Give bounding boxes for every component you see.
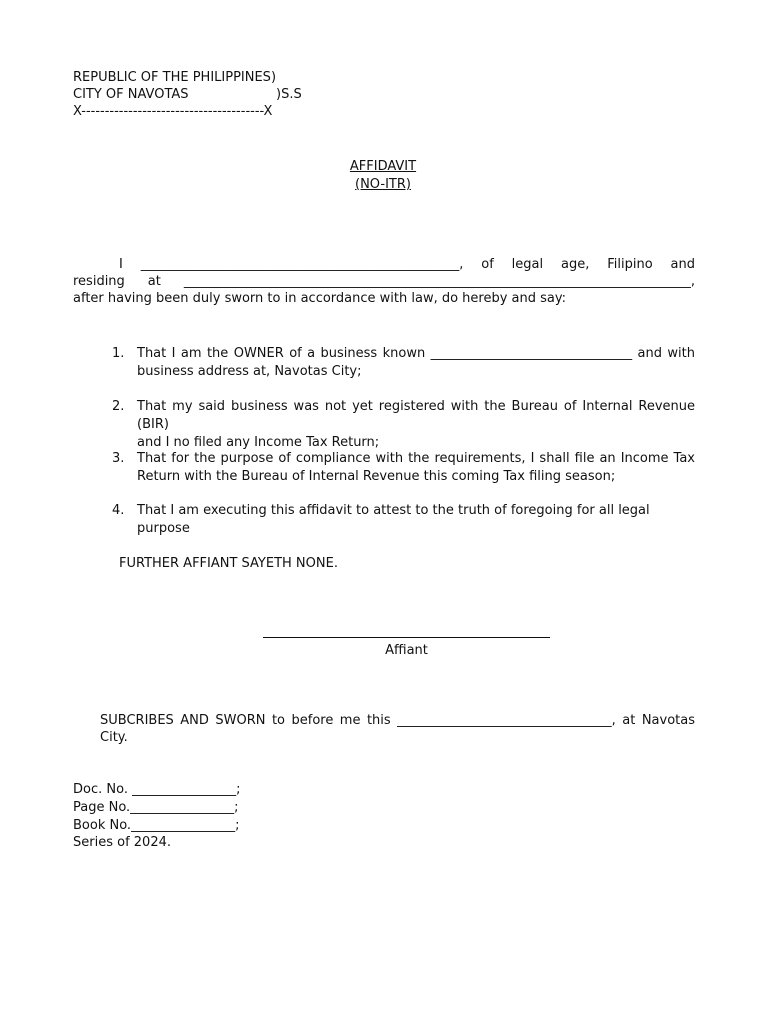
list-item-text: That I am executing this affidavit to attest to the truth of foregoing for all legal purpose <box>137 503 650 536</box>
book-no: Book No.________________; <box>73 818 240 833</box>
signature-line <box>263 637 550 638</box>
affiant-label: Affiant <box>385 643 428 658</box>
doc-no: Doc. No. ________________; <box>73 782 241 797</box>
caption-republic: REPUBLIC OF THE PHILIPPINES) <box>73 70 277 85</box>
list-number: 4. <box>112 503 125 518</box>
caption-city: CITY OF NAVOTAS <box>73 87 189 102</box>
intro-line-3: after having been duly sworn to in accordance with law, do hereby and say: <box>73 291 567 306</box>
intro-line-1: I _________________________________________________, of legal age, Filipino and <box>119 257 695 272</box>
document-title: AFFIDAVIT <box>349 159 417 174</box>
page-no: Page No.________________; <box>73 800 239 815</box>
intro-line-2: residing at ______________________________________________________________________________, <box>73 274 695 289</box>
list-item-text: That my said business was not yet registered with the Bureau of Internal Revenue (BIR) and I no filed any Income Tax Return; <box>137 399 695 450</box>
list-number: 3. <box>112 451 125 466</box>
document-subtitle: (NO-ITR) <box>355 177 411 192</box>
caption-divider: X---------------------------------------X <box>73 104 273 119</box>
caption-ss: )S.S <box>276 87 302 102</box>
list-item-text: That for the purpose of compliance with the requirements, I shall file an Income Tax Return with the Bureau of Internal Revenue this coming Tax filing season; <box>137 451 695 484</box>
further-affiant-text: FURTHER AFFIANT SAYETH NONE. <box>119 556 338 571</box>
series: Series of 2024. <box>73 835 171 850</box>
list-number: 2. <box>112 399 125 414</box>
list-number: 1. <box>112 346 125 361</box>
jurat-line-2: City. <box>100 730 128 745</box>
list-item-text: That I am the OWNER of a business known _______________________________ and with business address at, Navotas City; <box>137 346 695 379</box>
jurat-line-1: SUBCRIBES AND SWORN to before me this _________________________________, at Navotas <box>100 713 695 728</box>
